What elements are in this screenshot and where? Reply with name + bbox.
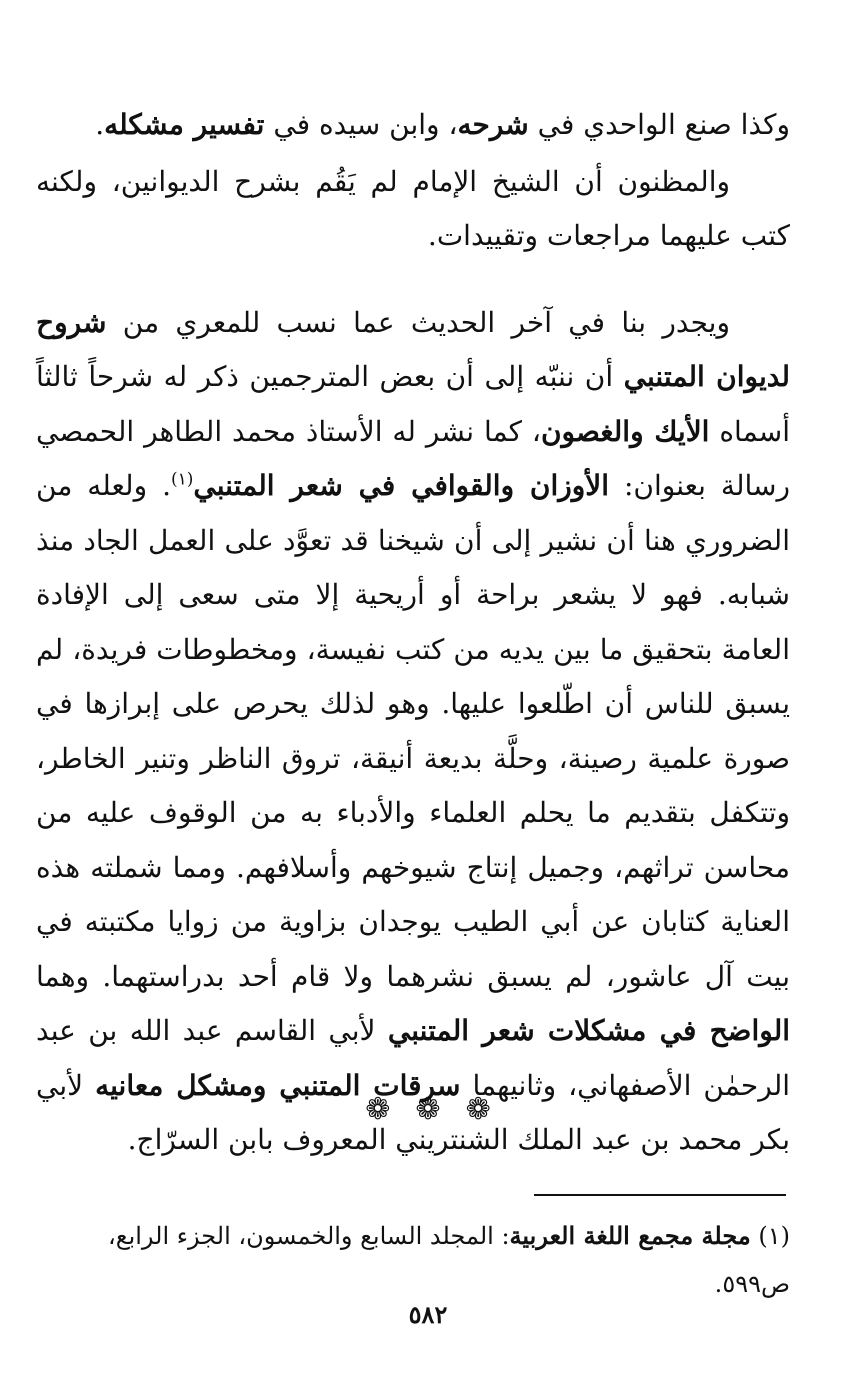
paragraph-3-text-d: ، كما نشر له الأستاذ محمد الطاهر الحمصي رسالة بعنوان: <box>36 414 790 502</box>
paragraph-1-text-c: ، وابن سيده في <box>264 108 458 141</box>
book-title-al-wadih: الواضح في مشكلات شعر المتنبي <box>387 1014 791 1047</box>
paragraph-3-text-c: أن ننبّه إلى أن بعض المترجمين ذكر له شرحاً ثالثاً أسماه <box>36 360 790 448</box>
paragraph-1-text-d: . <box>95 108 105 141</box>
footnote <box>36 1212 790 1308</box>
paragraph-3-text-f: لأبي القاسم عبد الله بن عبد الرحمٰن الأصفهاني، وثانيهما <box>36 1014 791 1102</box>
footnote-reference[interactable]: (١) <box>170 469 194 490</box>
section-divider-ornaments <box>0 1092 856 1127</box>
flower-ornament-icon: ❁ <box>415 1092 441 1127</box>
term-shuruh-diwan: شروح لديوان المتنبي <box>36 305 790 393</box>
book-title-al-awzan: الأوزان والقوافي في شعر المتنبي <box>193 469 610 502</box>
paragraph-3-text-a: ويجدر بنا في آخر الحديث عما نسب للمعري من <box>106 305 730 339</box>
page-number: ٥٨٢ <box>408 1300 448 1329</box>
book-title-tafsir-mushkilih: تفسير مشكله <box>104 108 265 141</box>
paragraph-3-text-e: . ولعله من الضروري هنا أن نشير إلى أن شيخنا قد تعوَّد على العمل الجاد منذ شبابه. فهو لا يشعر براحة أو أريحية إلا متى سعى إلى الإفادة العامة بتحقيق ما بين يديه من كتب نفيسة، ومخطوطات فريدة، لم يسبق للناس أن اطّلعوا عليها. وهو لذلك يحرص على إبرازها في صورة علمية رصينة، وحلَّة بديعة أنيقة، تروق الناظر وتنير الخاطر، وتتكفل بتقديم ما يحلم العلماء والأدباء به من الوقوف عليه من محاسن تراثهم، وجميل إنتاج شيوخهم وأسلافهم. ومما شملته هذه العناية كتابان عن أبي الطيب يوجدان بزاوية من زوايا مكتبته في بيت آل عاشور، لم يسبق نشرهما ولا قام أحد بدراستهما. وهما <box>36 469 790 993</box>
flower-ornament-icon: ❁ <box>465 1092 491 1127</box>
book-title-sharh: شرحه <box>457 108 529 141</box>
footnote-text: : المجلد السابع والخمسون، الجزء الرابع، ص٥٩٩. <box>108 1222 790 1298</box>
paragraph-3-text-g: لأبي بكر محمد بن عبد الملك الشنتريني المعروف بابن السرّاج. <box>36 1068 790 1156</box>
paragraph-3 <box>36 296 790 1168</box>
book-title-al-ayk: الأيك والغصون <box>540 414 710 448</box>
paragraph-1-text-a: وكذا صنع الواحدي في <box>528 108 790 141</box>
footnote-number: (١) <box>758 1222 790 1250</box>
flower-ornament-icon: ❁ <box>365 1092 391 1127</box>
paragraph-1 <box>36 98 790 153</box>
book-title-sariqat: سرقات المتنبي ومشكل معانيه <box>95 1068 461 1102</box>
footnote-separator-rule <box>534 1194 786 1196</box>
page-body <box>36 98 790 1168</box>
paragraph-2-text: والمظنون أن الشيخ الإمام لم يَقُم بشرح الديوانين، ولكنه كتب عليهما مراجعات وتقييدات. <box>36 164 790 252</box>
footnote-journal-title: مجلة مجمع اللغة العربية <box>509 1221 751 1250</box>
paragraph-2 <box>36 155 790 264</box>
